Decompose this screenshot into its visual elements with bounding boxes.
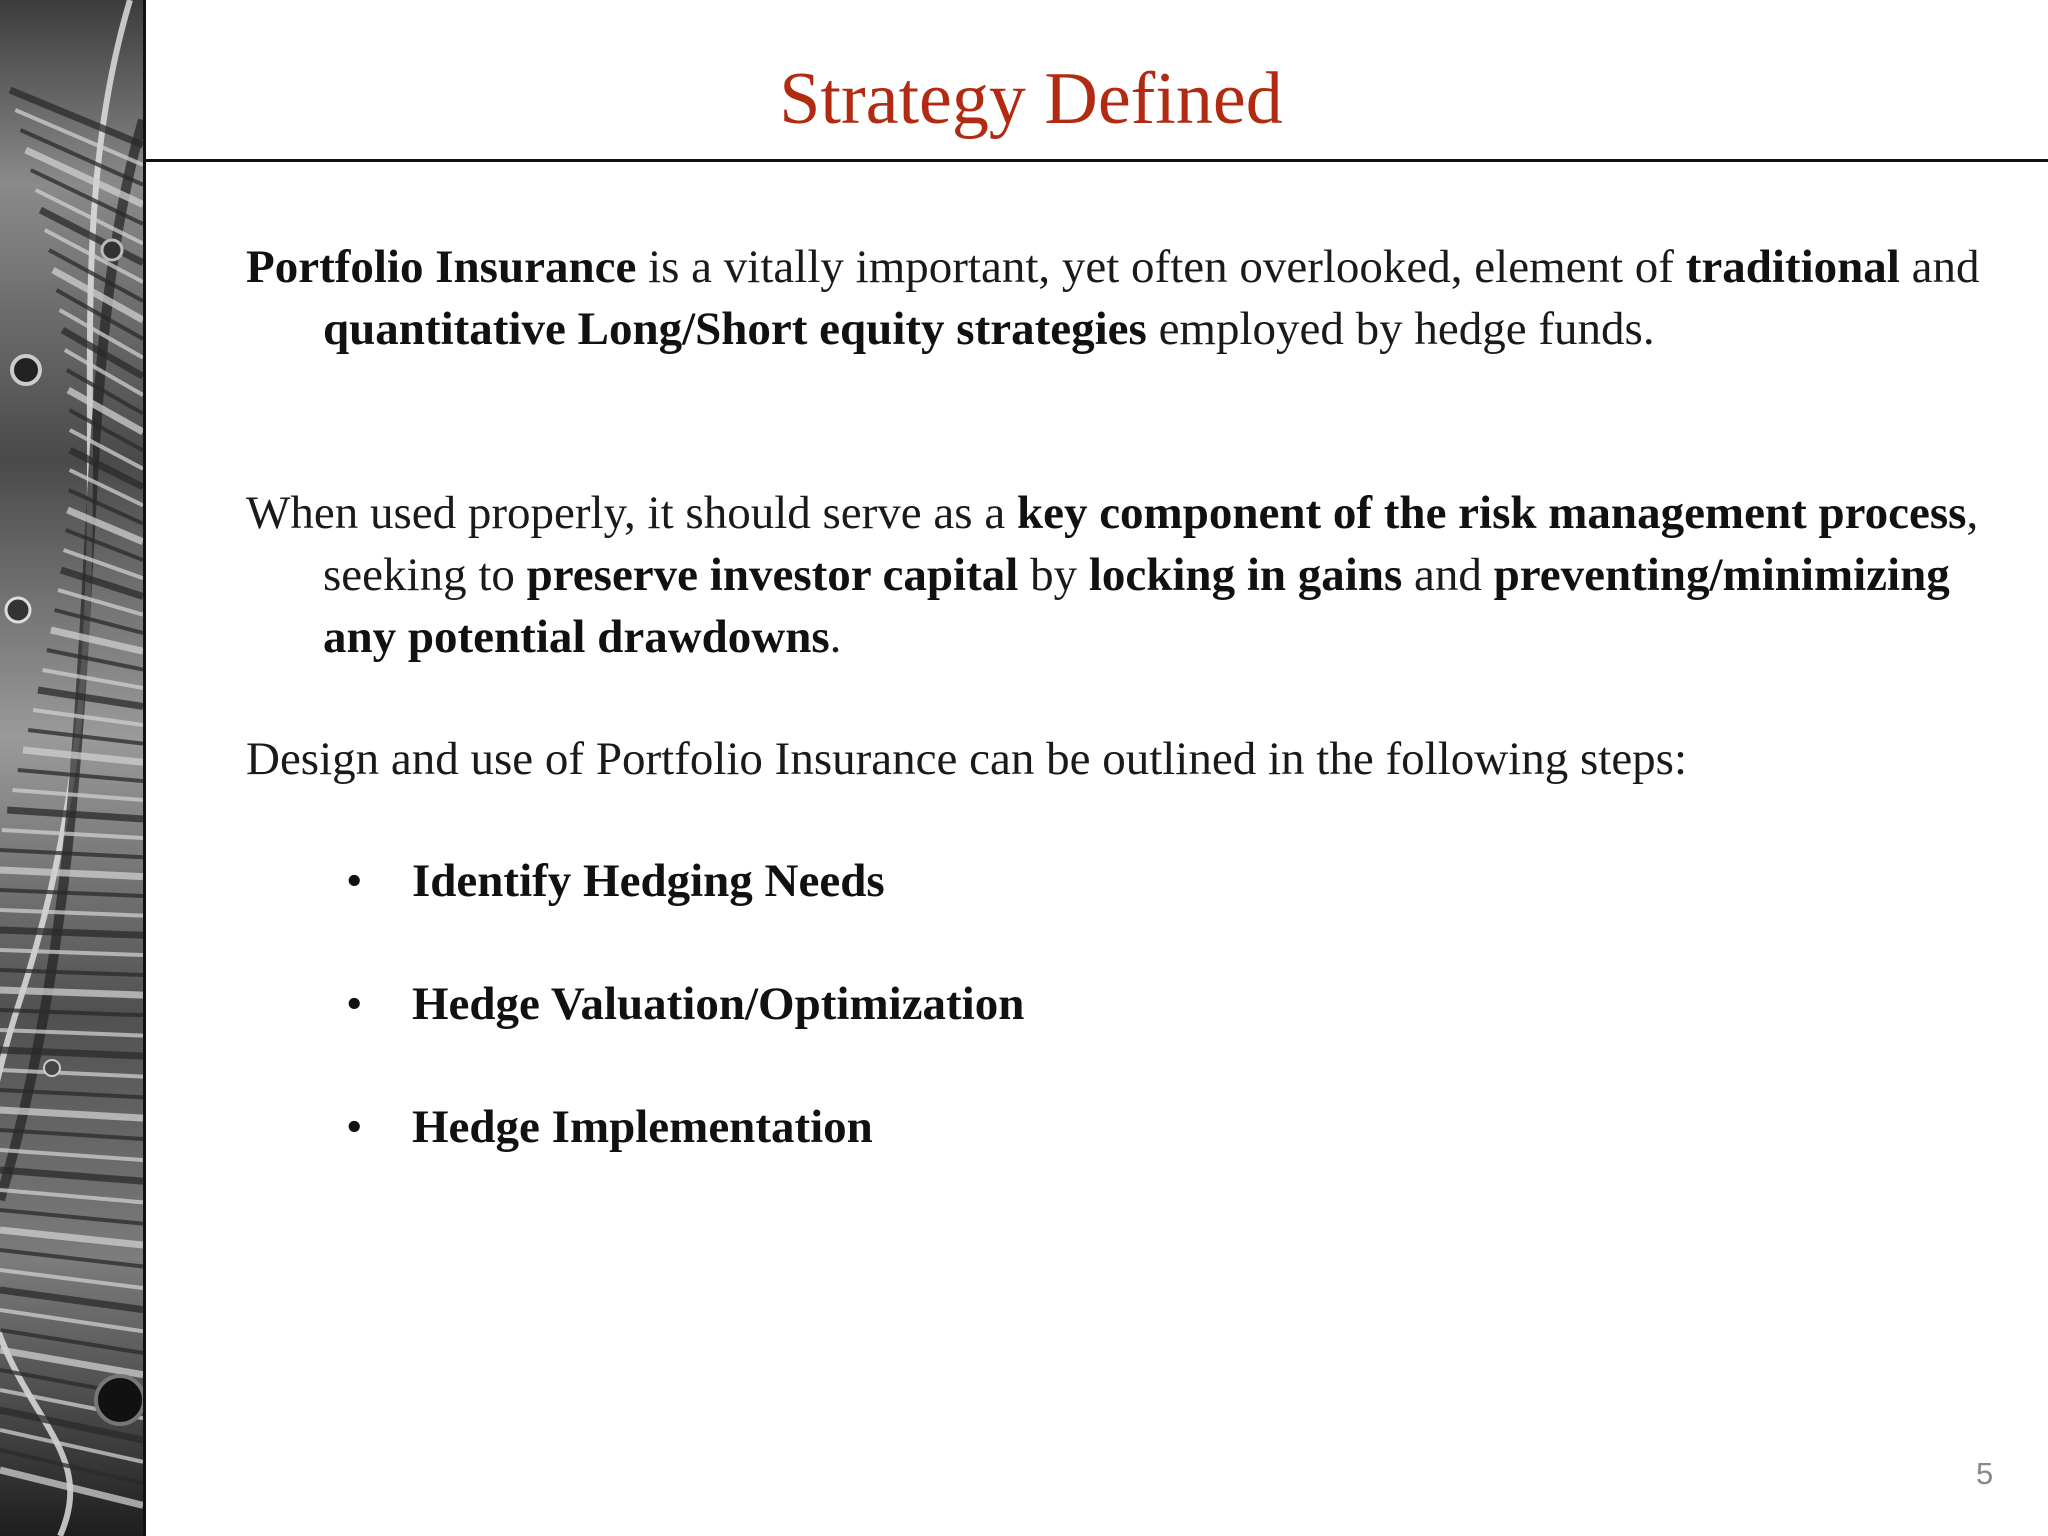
decorative-side-image [0,0,143,1536]
decorative-rung [51,630,143,651]
decorative-rung [7,810,143,819]
body-text: employed by hedge funds. [1146,303,1655,355]
list-item [346,973,1024,1096]
decorative-rung [0,1070,143,1077]
emphasis-text: Portfolio Insurance [246,241,637,293]
list-item [346,850,1024,973]
decorative-rung [0,1290,143,1310]
decorative-rung [0,950,143,955]
step-label: Hedge Implementation [412,1101,873,1153]
decorative-rung [0,1270,143,1288]
bullet-icon: • [346,978,363,1030]
paragraph-portfolio-insurance [246,236,1983,360]
decorative-rung [0,890,143,896]
list-item [346,1096,1024,1219]
page-number: 5 [1976,1456,1994,1491]
decorative-rung [0,1150,143,1160]
decorative-rung [0,1030,143,1036]
body-text: is a vitally important, yet often overlooked, element of [636,241,1686,293]
decorative-rung [55,610,143,633]
emphasis-text: locking in gains [1088,549,1403,601]
decorative-rung [0,1090,143,1097]
emphasis-text: key component of the risk management process [1016,487,1967,539]
decorative-rung [0,1330,143,1353]
paragraph-risk-management [246,482,1983,668]
decorative-rung [0,930,143,935]
emphasis-text: traditional [1685,241,1900,293]
decorative-rung [43,670,143,688]
emphasis-text: preventing/minimizing any potential drawdowns [323,549,1950,663]
decorative-rung [0,970,143,975]
body-text: and [1402,549,1494,601]
decorative-rung [38,690,143,706]
body-text: When used properly, it should serve as a [246,487,1017,539]
step-label: Identify Hedging Needs [412,855,885,907]
decorative-rung [33,710,143,725]
decorative-rung [0,1170,143,1181]
side-divider-line [143,0,146,1536]
decorative-rung [0,910,143,916]
paragraph-steps-intro [246,728,1983,790]
decorative-rung [0,1010,143,1015]
body-text: by [1018,549,1089,601]
body-text: Design and use of Portfolio Insurance can be outlined in the following steps: [246,733,1688,785]
decorative-rung [0,1250,143,1267]
decorative-rung [0,870,143,877]
decorative-rung [0,1350,143,1375]
slide-title: Strategy Defined [779,58,1283,140]
decorative-rung [70,450,143,487]
decorative-rung [18,770,143,781]
body-text: . [829,611,842,663]
decorative-rung [0,1210,143,1224]
decorative-rung [28,730,143,744]
body-text: , seeking to [323,487,1979,601]
emphasis-text: quantitative Long/Short equity strategies [323,303,1147,355]
decorative-rung [70,470,143,505]
decorative-rung [68,390,143,432]
decorative-rung [70,430,143,469]
decorative-rung [69,410,143,450]
decorative-rung [23,750,143,762]
decorative-rung [0,1310,143,1331]
title-underline [143,159,2048,162]
bullet-icon: • [346,855,363,907]
step-label: Hedge Valuation/Optimization [412,978,1025,1030]
body-text: and [1899,241,1980,293]
bullet-icon: • [346,1101,363,1153]
decorative-rung [0,1050,143,1056]
decorative-helix-graphic [0,0,143,1536]
emphasis-text: preserve investor capital [526,549,1019,601]
decorative-rung [0,1230,143,1245]
steps-list [346,850,1024,1219]
decorative-rung [0,1190,143,1202]
decorative-rung [47,650,143,670]
